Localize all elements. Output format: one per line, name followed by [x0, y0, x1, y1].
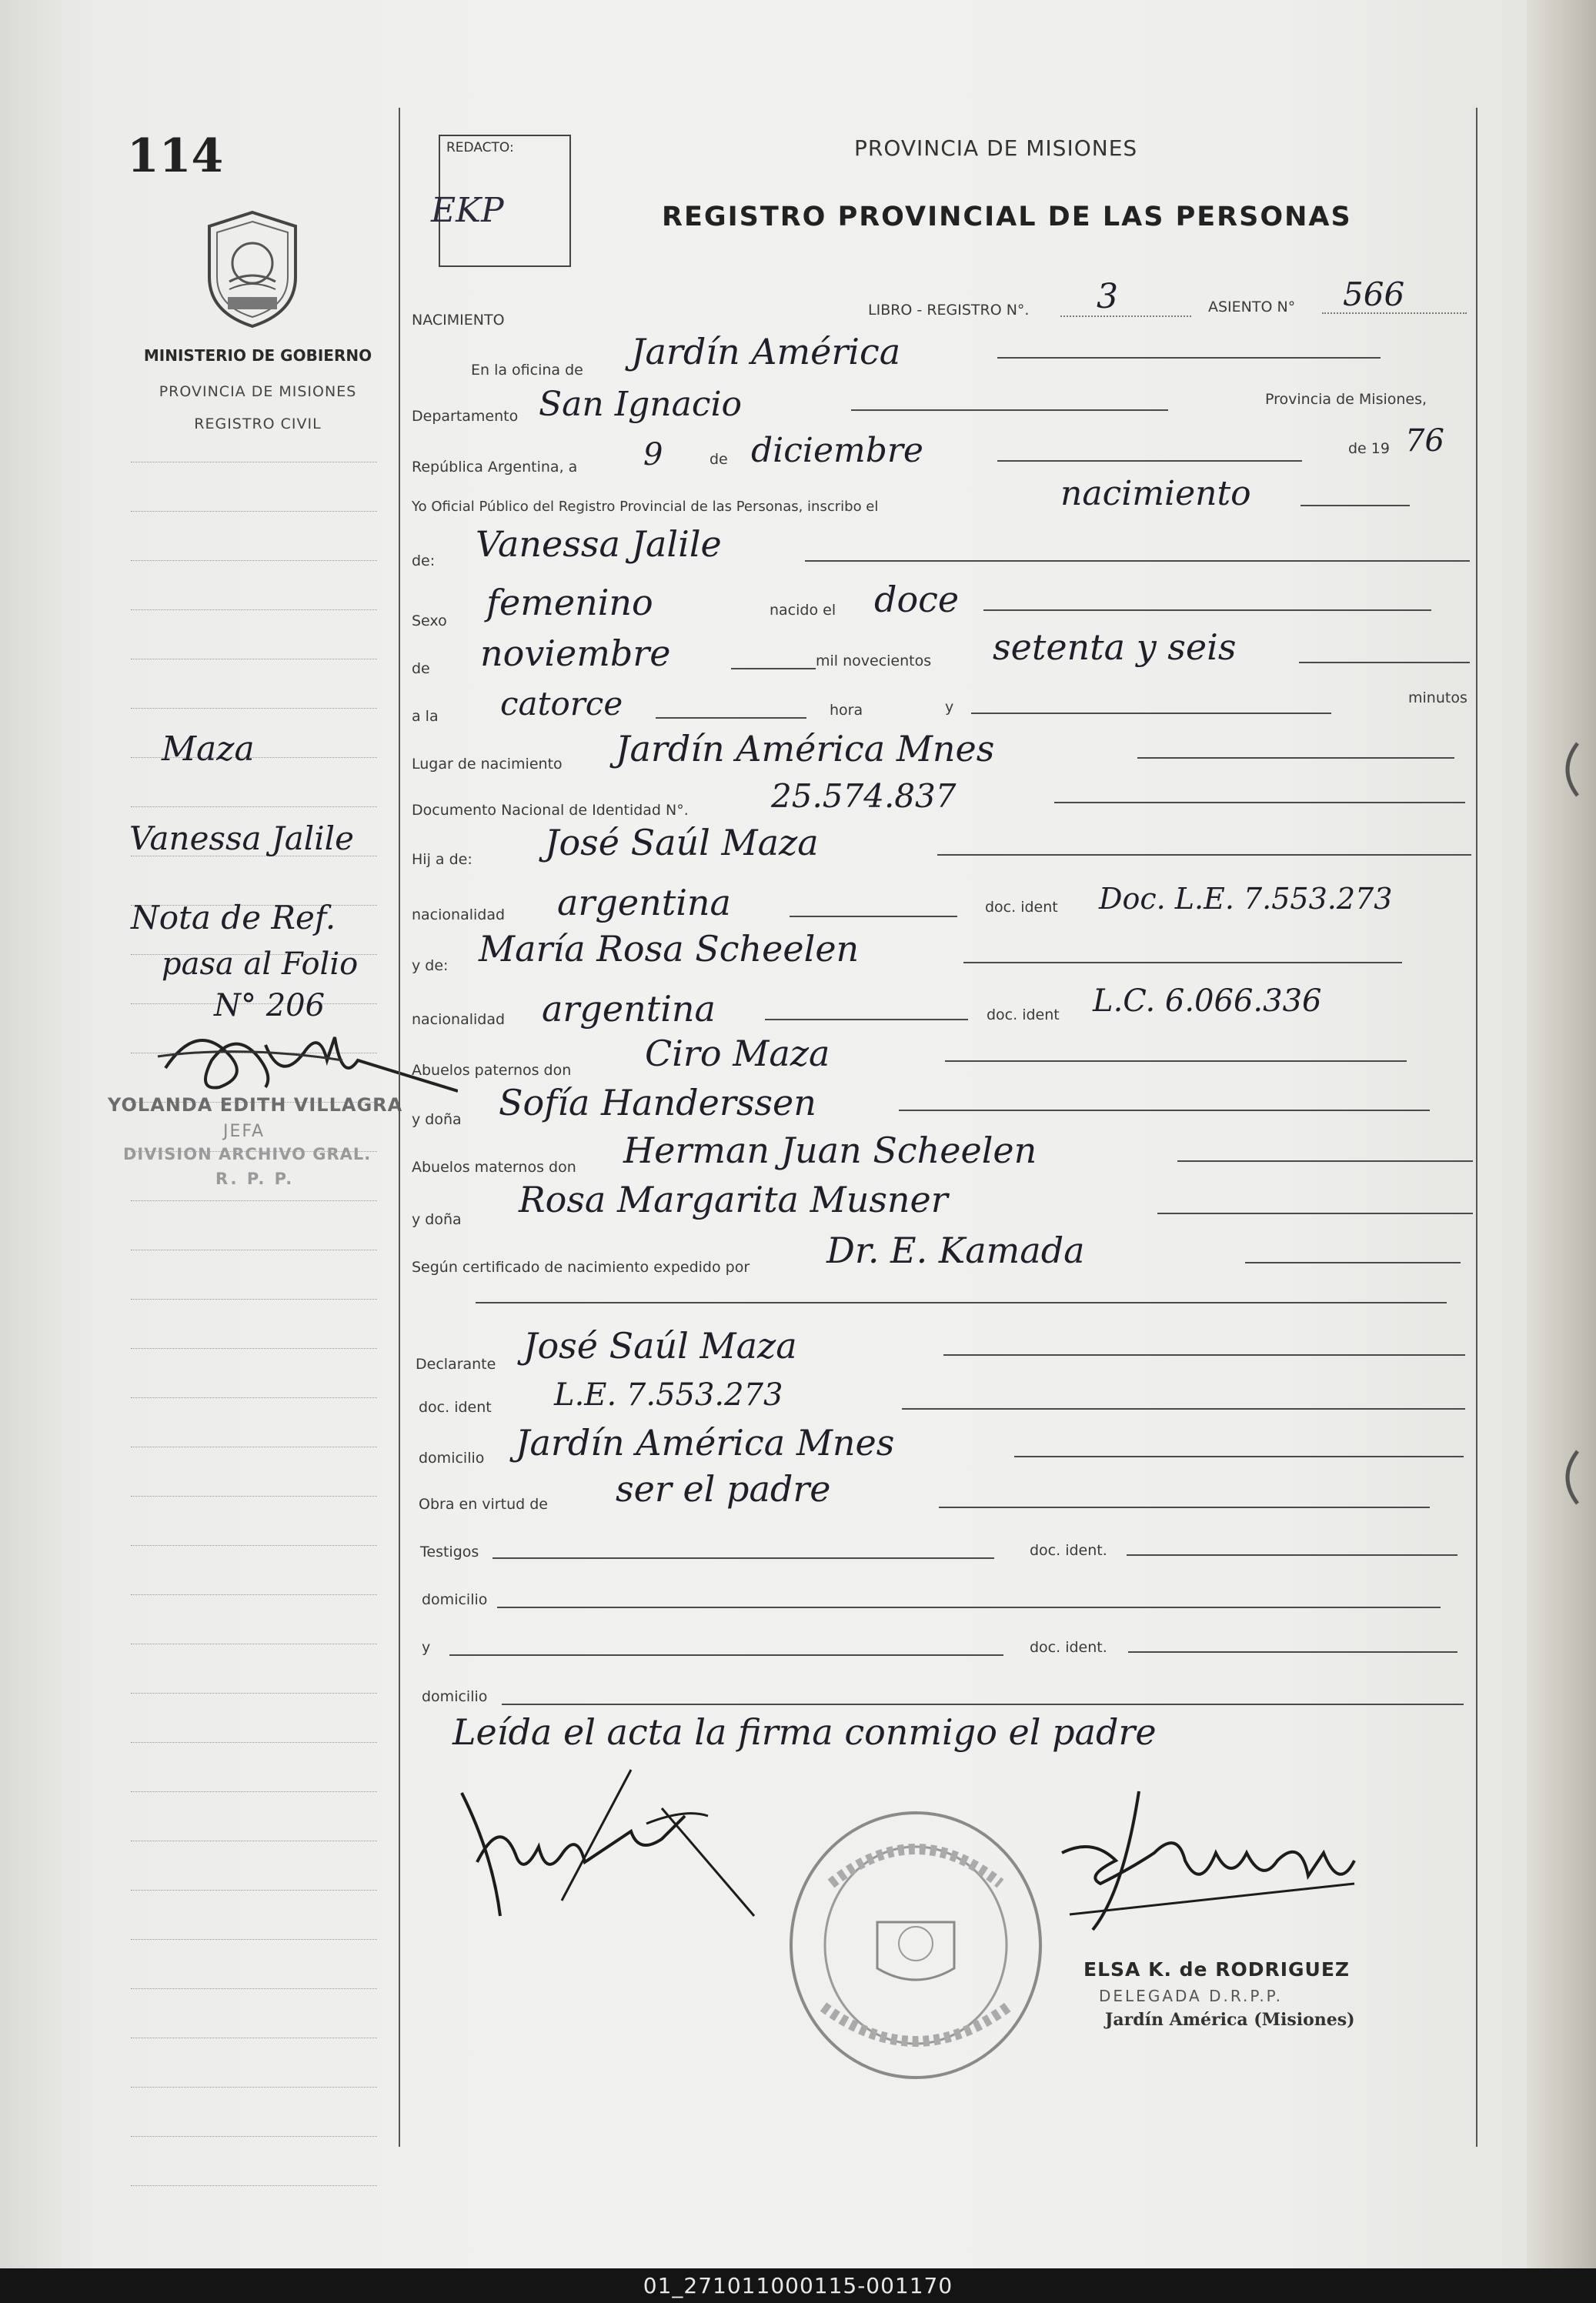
margin-ruled-line	[131, 806, 377, 807]
file-id: 01_271011000115-001170	[643, 2273, 953, 2298]
doc-ident-5-label: doc. ident.	[1030, 1639, 1107, 1656]
page-number: 114	[127, 129, 224, 183]
hora-label: hora	[830, 702, 863, 719]
doc-ident-2-value: L.C. 6.066.336	[1093, 983, 1322, 1019]
archive-stamp-abbr: R. P. P.	[215, 1170, 295, 1188]
abuelo-paterno-value: Ciro Maza	[645, 1033, 830, 1074]
testigos-label: Testigos	[420, 1544, 479, 1560]
y-testigo-label: y	[422, 1639, 431, 1656]
margin-ruled-line	[131, 1742, 377, 1743]
nacionalidad-2-label: nacionalidad	[412, 1011, 506, 1028]
civil-registry-label: REGISTRO CIVIL	[194, 416, 322, 432]
declarante-value: José Saúl Maza	[523, 1325, 797, 1367]
sexo-label: Sexo	[412, 612, 447, 629]
dni-label: Documento Nacional de Identidad N°.	[412, 802, 689, 819]
de-name-label: de:	[412, 552, 436, 569]
margin-ruled-line	[131, 1693, 377, 1694]
domicilio-value: Jardín América Mnes	[516, 1422, 895, 1464]
doc-ident-4-label: doc. ident.	[1030, 1542, 1107, 1559]
provincia-label: Provincia de Misiones,	[1265, 391, 1427, 408]
registry-seal-icon	[785, 1807, 1047, 2087]
province-label-left: PROVINCIA DE MISIONES	[159, 383, 357, 400]
child-name-value: Vanessa Jalile	[476, 523, 722, 565]
ala-label: a la	[412, 708, 439, 725]
margin-ruled-line	[131, 1545, 377, 1546]
closing-statement: Leída el acta la firma conmigo el padre	[452, 1711, 1157, 1753]
margin-ruled-line	[131, 2087, 377, 2088]
margin-ruled-line	[131, 609, 377, 610]
y-dona-1-label: y doña	[412, 1111, 462, 1128]
libro-label: LIBRO - REGISTRO N°.	[868, 302, 1030, 319]
domicilio-3-label: domicilio	[422, 1688, 488, 1705]
margin-ruled-line	[131, 1594, 377, 1595]
doc-ident-1-value: Doc. L.E. 7.553.273	[1099, 882, 1393, 916]
registry-title: REGISTRO PROVINCIAL DE LAS PERSONAS	[662, 202, 1352, 232]
margin-ruled-line	[131, 1200, 377, 1201]
domicilio-2-label: domicilio	[422, 1591, 488, 1608]
domicilio-label: domicilio	[419, 1450, 485, 1467]
oficina-value: Jardín América	[631, 331, 901, 372]
official-signature-icon	[1047, 1784, 1370, 1941]
nacionalidad-1-value: argentina	[557, 882, 731, 923]
republica-label: República Argentina, a	[412, 459, 578, 476]
margin-ruled-line	[131, 1397, 377, 1398]
record-type-label: NACIMIENTO	[412, 312, 505, 329]
obra-value: ser el padre	[616, 1468, 831, 1510]
father-signature-icon	[431, 1762, 770, 1950]
father-value: José Saúl Maza	[545, 822, 819, 863]
doc-ident-3-value: L.E. 7.553.273	[554, 1377, 783, 1413]
day-value: 9	[643, 437, 663, 472]
doc-ident-2-label: doc. ident	[987, 1006, 1060, 1023]
lugar-value: Jardín América Mnes	[616, 728, 995, 769]
hijo-label: Hij a de:	[412, 851, 472, 868]
abuelos-maternos-label: Abuelos maternos don	[412, 1159, 576, 1176]
birth-month-value: noviembre	[480, 632, 671, 674]
binder-ring-icon	[1554, 1447, 1585, 1511]
declarante-label: Declarante	[416, 1356, 496, 1373]
y-label: y	[945, 699, 954, 716]
nacido-label: nacido el	[770, 602, 836, 619]
asiento-value: 566	[1343, 275, 1405, 313]
redacto-initials: EKP	[431, 191, 504, 230]
y-de-label: y de:	[412, 957, 449, 974]
nacido-value: doce	[874, 579, 960, 620]
certificado-value: Dr. E. Kamada	[826, 1230, 1085, 1271]
lugar-label: Lugar de nacimiento	[412, 756, 563, 773]
libro-value: 3	[1097, 277, 1118, 316]
year-value: 76	[1405, 423, 1444, 459]
margin-ruled-line	[131, 1791, 377, 1792]
abuelos-paternos-label: Abuelos paternos don	[412, 1062, 572, 1079]
margin-ruled-line	[131, 511, 377, 512]
abuela-materna-value: Rosa Margarita Musner	[519, 1179, 948, 1220]
mil-label: mil novecientos	[816, 653, 932, 669]
margin-ruled-line	[131, 1890, 377, 1891]
margin-note-line3: N° 206	[214, 988, 326, 1023]
mother-value: María Rosa Scheelen	[479, 928, 860, 970]
official-name: ELSA K. de RODRIGUEZ	[1083, 1958, 1351, 1981]
oficina-label: En la oficina de	[471, 362, 583, 379]
margin-ruled-line	[131, 2136, 377, 2137]
margin-ruled-line	[131, 1299, 377, 1300]
nacionalidad-1-label: nacionalidad	[412, 906, 506, 923]
doc-ident-3-label: doc. ident	[419, 1399, 492, 1416]
departamento-value: San Ignacio	[539, 385, 743, 424]
doc-ident-1-label: doc. ident	[985, 899, 1058, 916]
dni-value: 25.574.837	[771, 777, 957, 815]
month-value: diciembre	[751, 431, 923, 470]
hora-value: catorce	[500, 685, 623, 723]
minutos-label: minutos	[1408, 689, 1467, 706]
margin-surname: Maza	[162, 729, 255, 769]
abuelo-materno-value: Herman Juan Scheelen	[623, 1130, 1037, 1171]
ministry-label: MINISTERIO DE GOBIERNO	[143, 346, 372, 365]
margin-ruled-line	[131, 560, 377, 561]
official-place: Jardín América (Misiones)	[1105, 2010, 1355, 2030]
province-crest-icon	[199, 208, 306, 334]
margin-ruled-line	[131, 1348, 377, 1349]
nacionalidad-2-value: argentina	[542, 988, 716, 1030]
margin-ruled-line	[131, 1496, 377, 1497]
birth-year-value: setenta y seis	[993, 626, 1237, 668]
binder-ring-icon	[1554, 739, 1585, 803]
oficial-label: Yo Oficial Público del Registro Provincial de las Personas, inscribo el	[412, 499, 879, 515]
abuela-paterna-value: Sofía Handerssen	[499, 1082, 816, 1123]
y-dona-2-label: y doña	[412, 1211, 462, 1228]
de-month-label: de	[412, 660, 430, 677]
margin-note-line2: pasa al Folio	[162, 946, 359, 982]
margin-ruled-line	[131, 1939, 377, 1940]
inscribo-value: nacimiento	[1060, 474, 1251, 513]
year-prefix-label: de 19	[1348, 440, 1390, 457]
departamento-label: Departamento	[412, 408, 519, 425]
margin-ruled-line	[131, 708, 377, 709]
province-header: PROVINCIA DE MISIONES	[854, 135, 1138, 161]
margin-ruled-line	[131, 1988, 377, 1989]
de-label: de	[710, 451, 728, 468]
official-role: DELEGADA D.R.P.P.	[1099, 1987, 1283, 2005]
archive-stamp-name: YOLANDA EDITH VILLAGRA	[108, 1094, 403, 1116]
margin-note-line1: Nota de Ref.	[131, 899, 336, 936]
binder-spine	[1527, 0, 1596, 2268]
margin-ruled-line	[131, 2185, 377, 2186]
asiento-label: ASIENTO N°	[1208, 299, 1296, 315]
redacto-label: REDACTO:	[446, 140, 514, 155]
certificado-label: Según certificado de nacimiento expedido por	[412, 1259, 750, 1276]
sexo-value: femenino	[486, 582, 653, 623]
archive-stamp-role: JEFA	[223, 1122, 265, 1141]
obra-label: Obra en virtud de	[419, 1496, 548, 1513]
margin-given-name: Vanessa Jalile	[129, 819, 354, 857]
archive-stamp-division: DIVISION ARCHIVO GRAL.	[123, 1145, 372, 1163]
